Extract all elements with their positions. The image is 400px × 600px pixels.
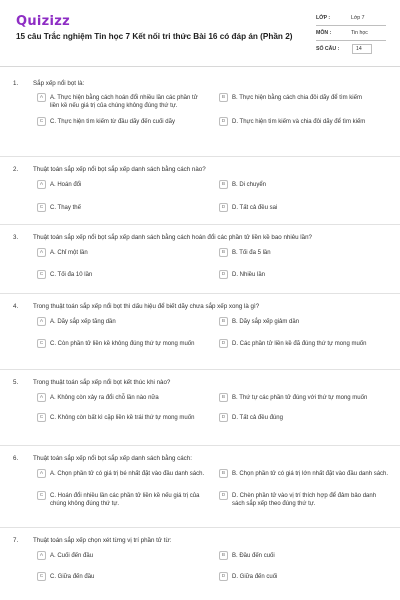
meta-key: SỐ CÂU : xyxy=(316,45,340,52)
answer-option-a[interactable] xyxy=(37,318,207,326)
option-letter-box: C xyxy=(37,491,46,500)
answer-option-c[interactable] xyxy=(37,340,207,348)
answer-option-d[interactable] xyxy=(219,573,389,581)
question-count-box: 14 xyxy=(352,44,372,54)
option-letter-box: C xyxy=(37,117,46,126)
quizizz-logo: Quizizz xyxy=(16,14,71,29)
option-letter-box: B xyxy=(219,93,228,102)
option-letter-box: A xyxy=(37,551,46,560)
answer-option-b[interactable] xyxy=(219,318,389,326)
option-letter-box: A xyxy=(37,317,46,326)
option-text: C. Tối đa 10 lần xyxy=(50,272,93,278)
option-letter-box: A xyxy=(37,180,46,189)
option-text: C. Giữa đến đầu xyxy=(50,574,95,580)
answer-option-a[interactable] xyxy=(37,181,207,189)
option-letter-box: B xyxy=(219,393,228,402)
option-letter-box: D xyxy=(219,491,228,500)
meta-row-class xyxy=(316,11,386,26)
answer-option-d[interactable] xyxy=(219,204,389,212)
option-text: A. Thực hiện bằng cách hoán đổi nhiều lần các phần tử liền kề nếu giá trị của chúng không đúng thứ tự. xyxy=(50,95,198,110)
option-letter-box: B xyxy=(219,469,228,478)
meta-key: MÔN : xyxy=(316,30,332,36)
question-separator xyxy=(0,224,400,225)
question-number: 3. xyxy=(13,234,19,241)
answer-option-b[interactable] xyxy=(219,470,389,478)
option-text: B. Thực hiện bằng cách chia đôi dãy để tìm kiếm xyxy=(232,95,362,101)
answer-option-a[interactable] xyxy=(37,470,207,478)
question-text: Thuật toán sắp xếp chọn xét từng vị trí phần tử từ: xyxy=(33,537,172,544)
meta-row-subject xyxy=(316,26,386,41)
option-text: A. Chọn phần tử có giá trị bé nhất đặt vào đầu danh sách. xyxy=(50,471,205,477)
option-text: D. Tất cả đều đúng xyxy=(232,415,283,421)
meta-key: LỚP : xyxy=(316,15,331,21)
header-divider xyxy=(0,66,400,67)
option-letter-box: D xyxy=(219,339,228,348)
option-letter-box: C xyxy=(37,572,46,581)
answer-option-d[interactable] xyxy=(219,340,389,348)
option-text: A. Cuối đến đầu xyxy=(50,553,94,559)
option-letter-box: C xyxy=(37,270,46,279)
answer-option-a[interactable] xyxy=(37,249,207,257)
question-separator xyxy=(0,369,400,370)
option-text: C. Còn phần tử liền kề không đúng thứ tự mong muốn xyxy=(50,341,195,347)
option-text: D. Giữa đến cuối xyxy=(232,574,278,580)
question-separator xyxy=(0,293,400,294)
question-number: 1. xyxy=(13,80,19,87)
option-text: D. Thực hiện tìm kiếm và chia đôi dãy để tìm kiếm xyxy=(232,119,366,125)
option-letter-box: C xyxy=(37,413,46,422)
question-number: 5. xyxy=(13,379,19,386)
option-text: B. Thứ tự các phần tử đúng với thứ tự mong muốn xyxy=(232,395,368,401)
option-text: D. Các phần tử liền kề đã đúng thứ tự mong muốn xyxy=(232,341,367,347)
option-text: B. Di chuyển xyxy=(232,182,267,188)
meta-row-count xyxy=(316,41,386,56)
answer-option-b[interactable] xyxy=(219,394,389,402)
answer-option-a[interactable] xyxy=(37,394,207,402)
option-text: C. Không còn bất kì cặp liền kề trái thứ tự mong muốn xyxy=(50,415,195,421)
option-letter-box: B xyxy=(219,248,228,257)
option-letter-box: D xyxy=(219,413,228,422)
worksheet-header xyxy=(0,0,400,66)
option-text: A. Hoán đổi xyxy=(50,182,82,188)
answer-option-c[interactable] xyxy=(37,492,207,508)
option-letter-box: D xyxy=(219,203,228,212)
question-separator xyxy=(0,445,400,446)
answer-option-b[interactable] xyxy=(219,181,389,189)
answer-option-c[interactable] xyxy=(37,271,207,279)
question-separator xyxy=(0,156,400,157)
meta-panel xyxy=(316,11,386,56)
answer-option-b[interactable] xyxy=(219,94,389,102)
option-letter-box: D xyxy=(219,117,228,126)
option-text: D. Nhiều lần xyxy=(232,272,266,278)
answer-option-a[interactable] xyxy=(37,94,207,110)
question-text: Trong thuật toán sắp xếp nổi bọt kết thúc khi nào? xyxy=(33,379,171,386)
answer-option-d[interactable] xyxy=(219,492,389,508)
answer-option-a[interactable] xyxy=(37,552,207,560)
option-text: C. Thay thế xyxy=(50,205,81,211)
meta-value xyxy=(343,44,386,54)
option-letter-box: A xyxy=(37,93,46,102)
option-text: B. Tối đa 5 lần xyxy=(232,250,271,256)
answer-option-b[interactable] xyxy=(219,249,389,257)
answer-option-d[interactable] xyxy=(219,271,389,279)
question-text: Trong thuật toán sắp xếp nổi bọt thì dấu hiệu để biết dãy chưa sắp xếp xong là gì? xyxy=(33,303,260,310)
option-letter-box: B xyxy=(219,551,228,560)
answer-option-d[interactable] xyxy=(219,414,389,422)
option-text: A. Không còn xảy ra đổi chỗ lần nào nữa xyxy=(50,395,159,401)
option-letter-box: A xyxy=(37,393,46,402)
option-letter-box: B xyxy=(219,317,228,326)
answer-option-c[interactable] xyxy=(37,414,207,422)
page-title: 15 câu Trắc nghiệm Tin học 7 Kết nối tri thức Bài 16 có đáp án (Phần 2) xyxy=(16,32,293,41)
option-letter-box: B xyxy=(219,180,228,189)
option-text: D. Chèn phần tử vào vị trí thích hợp để đảm bảo danh sách sắp xếp theo đúng thứ tự. xyxy=(232,493,377,508)
option-letter-box: D xyxy=(219,572,228,581)
option-text: D. Tất cả đều sai xyxy=(232,205,278,211)
question-number: 4. xyxy=(13,303,19,310)
option-letter-box: C xyxy=(37,203,46,212)
answer-option-c[interactable] xyxy=(37,204,207,212)
option-text: A. Dãy sắp xếp tăng dần xyxy=(50,319,116,325)
meta-value: Tin học xyxy=(351,30,368,36)
option-letter-box: C xyxy=(37,339,46,348)
option-letter-box: A xyxy=(37,248,46,257)
option-text: C. Thực hiện tìm kiếm từ đầu dãy đến cuối dãy xyxy=(50,119,175,125)
option-text: A. Chỉ một lần xyxy=(50,250,88,256)
meta-value: Lớp 7 xyxy=(351,15,365,21)
question-number: 7. xyxy=(13,537,19,544)
question-text: Thuật toán sắp xếp nổi bọt sắp xếp danh sách bằng cách hoán đổi các phần tử liền kề bao nhiêu lần? xyxy=(33,234,313,241)
option-text: C. Hoán đổi nhiều lần các phần tử liền kề nếu giá trị của chúng không đúng thứ tự. xyxy=(50,493,200,508)
answer-option-b[interactable] xyxy=(219,552,389,560)
question-text: Thuật toán sắp xếp nổi bọt sắp xếp danh sách bằng cách nào? xyxy=(33,166,206,173)
option-text: B. Chọn phần tử có giá trị lớn nhất đặt vào đầu danh sách. xyxy=(232,471,389,477)
answer-option-c[interactable] xyxy=(37,118,207,126)
option-text: B. Đầu đến cuối xyxy=(232,553,275,559)
question-separator xyxy=(0,527,400,528)
question-number: 6. xyxy=(13,455,19,462)
question-text: Sắp xếp nổi bọt là: xyxy=(33,80,85,87)
option-letter-box: A xyxy=(37,469,46,478)
option-letter-box: D xyxy=(219,270,228,279)
answer-option-c[interactable] xyxy=(37,573,207,581)
question-number: 2. xyxy=(13,166,19,173)
option-text: B. Dãy sắp xếp giảm dần xyxy=(232,319,300,325)
question-text: Thuật toán sắp xếp nổi bọt sắp xếp danh sách bằng cách: xyxy=(33,455,192,462)
answer-option-d[interactable] xyxy=(219,118,389,126)
